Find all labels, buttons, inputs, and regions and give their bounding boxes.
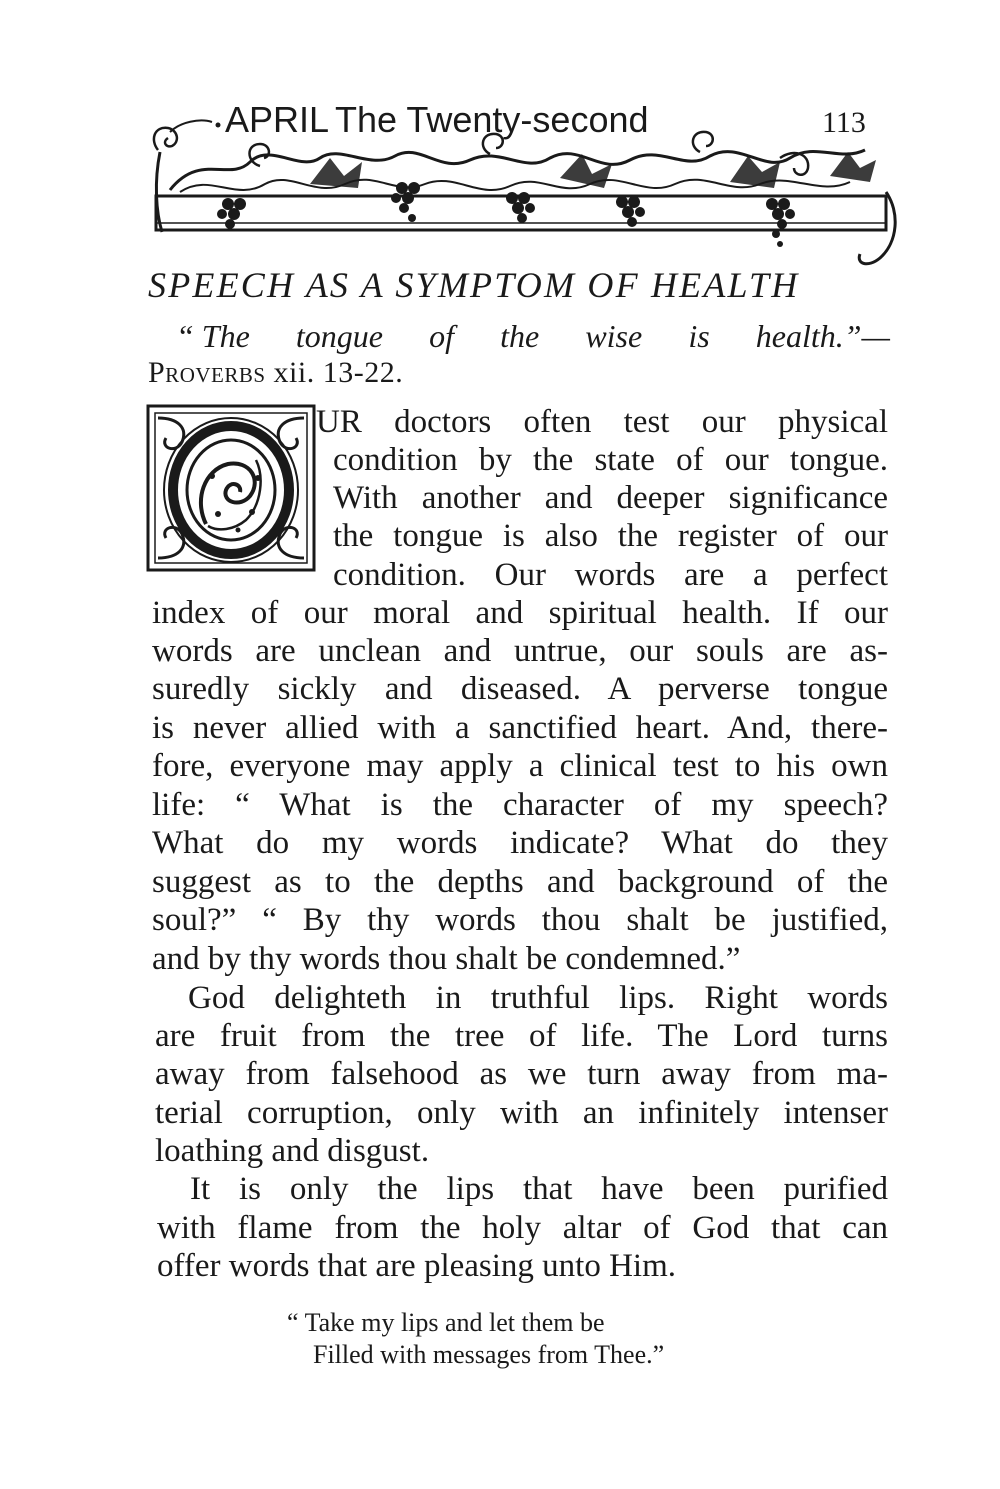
body-line: loathing and disgust. — [155, 1133, 430, 1169]
page-number: 113 — [822, 106, 866, 139]
chapter-title: SPEECH AS A SYMPTOM OF HEALTH — [148, 265, 800, 305]
epigraph-word: is — [688, 318, 710, 354]
epigraph — [148, 318, 890, 355]
body-line: life: “ What is the character of my speech? — [152, 787, 888, 823]
body-line: terial corruption, only with an infinitely intenser — [155, 1095, 888, 1131]
body-line: index of our moral and spiritual health. If our — [152, 595, 888, 631]
epigraph-word: of — [429, 318, 454, 354]
verse-line: Filled with messages from Thee.” — [313, 1340, 665, 1369]
body-line: condition. Our words are a perfect — [333, 557, 888, 593]
body-line: fore, everyone may apply a clinical test to his own — [152, 748, 888, 784]
illuminated-o-dropcap — [146, 404, 316, 572]
header-month: APRIL — [225, 99, 330, 140]
body-line: words are unclean and untrue, our souls are as- — [152, 633, 888, 669]
epigraph-word: health.”— — [755, 318, 890, 354]
body-line: condition by the state of our tongue. — [333, 442, 888, 478]
epigraph-word: tongue — [295, 318, 383, 354]
citation-book: Proverbs — [148, 356, 266, 389]
body-line: the tongue is also the register of our — [333, 518, 888, 554]
body-line: suggest as to the depths and background of the — [152, 864, 888, 900]
epigraph-word: the — [500, 318, 540, 354]
body-line: are fruit from the tree of life. The Lord turns — [155, 1018, 888, 1054]
epigraph-word: “ The — [176, 318, 250, 354]
verse-line: “ Take my lips and let them be — [287, 1308, 605, 1337]
header-day: The Twenty-second — [335, 99, 649, 140]
epigraph-word: wise — [585, 318, 643, 354]
body-line: suredly sickly and diseased. A perverse tongue — [152, 671, 888, 707]
citation-reference: xii. 13-22. — [273, 356, 404, 389]
body-line: away from falsehood as we turn away from ma- — [155, 1056, 888, 1092]
body-line: and by thy words thou shalt be condemned.” — [152, 941, 741, 977]
body-line: What do my words indicate? What do they — [152, 825, 888, 861]
body-line: is never allied with a sanctified heart. And, there- — [152, 710, 888, 746]
body-line: offer words that are pleasing unto Him. — [157, 1248, 677, 1284]
body-line: It is only the lips that have been purified — [190, 1171, 888, 1207]
body-line: God delighteth in truthful lips. Right words — [188, 980, 888, 1016]
body-line: With another and deeper significance — [333, 480, 888, 516]
body-line: soul?” “ By thy words thou shalt be justified, — [152, 902, 888, 938]
body-line: UR doctors often test our physical — [316, 404, 888, 440]
body-line: with flame from the holy altar of God that can — [157, 1210, 888, 1246]
epigraph-citation — [148, 356, 403, 390]
